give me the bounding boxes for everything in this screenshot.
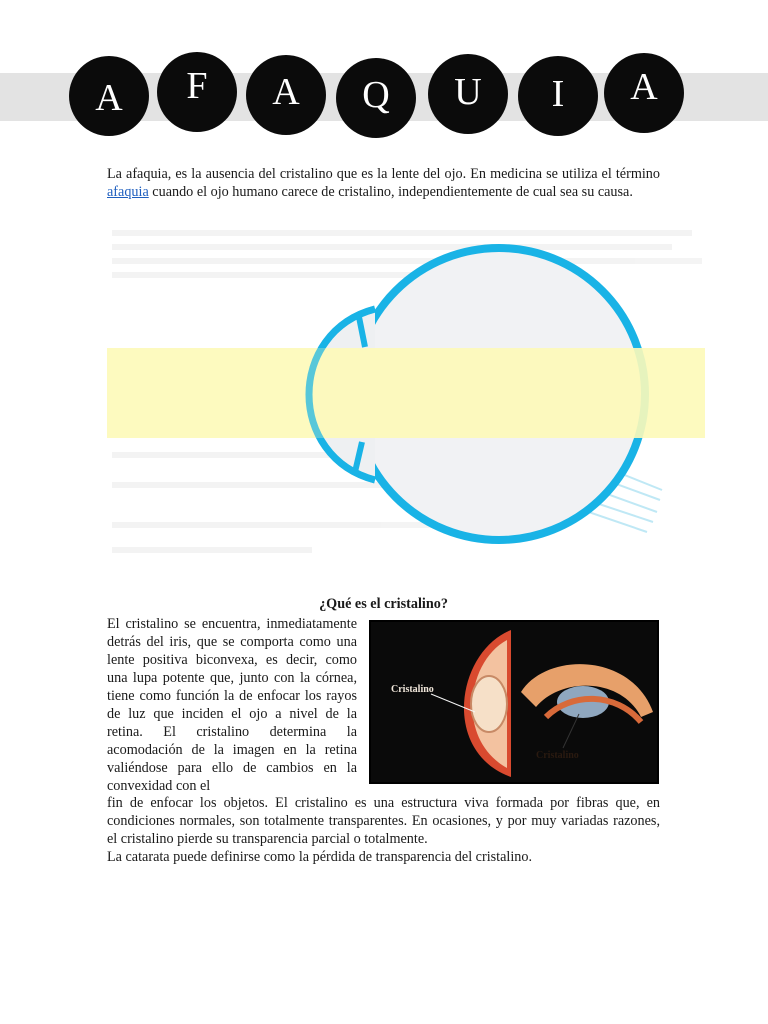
title-letter-circle bbox=[428, 54, 508, 134]
title-letter-circle bbox=[518, 56, 598, 136]
title-letter: A bbox=[272, 71, 300, 113]
cristalino-photo bbox=[369, 620, 659, 784]
title-letter: F bbox=[186, 65, 208, 107]
title-letter-circle bbox=[604, 53, 684, 133]
section-heading: ¿Qué es el cristalino? bbox=[319, 596, 448, 612]
title-letter: Q bbox=[362, 74, 390, 116]
title-letter: U bbox=[454, 71, 482, 113]
photo-label-right: Cristalino bbox=[536, 750, 579, 761]
title-letter: A bbox=[630, 66, 658, 108]
title-letter-circle bbox=[69, 56, 149, 136]
photo-label-left: Cristalino bbox=[391, 684, 434, 695]
continuation-paragraph: fin de enfocar los objetos. El cristalino es una estructura viva formada por fibras que, en condiciones normales, son totalmente transparentes. En ocasiones, y por muy variadas razones, el cristalino pierde su transparencia parcial o totalmente. bbox=[107, 795, 660, 847]
eye-diagram bbox=[107, 222, 705, 572]
cristalino-illustration bbox=[371, 622, 657, 782]
title-letter-circle bbox=[336, 58, 416, 138]
title-letter: A bbox=[95, 77, 123, 119]
cristalino-paragraph: El cristalino se encuentra, inmediatamente detrás del iris, que se comporta como una lente positiva biconvexa, es decir, como una lupa potente que, junto con la córnea, tiene como función la de enfocar los rayos de luz que inciden el ojo a nivel de la retina. El cristalino determina la acomodación de la imagen en la retina valiéndose para ello de cambios en la convexidad con el bbox=[107, 616, 357, 794]
light-beam bbox=[107, 348, 705, 438]
title-letter-circle bbox=[246, 55, 326, 135]
intro-text-start: La afaquia, es la ausencia del cristalino que es la lente del ojo. En medicina se utiliza el término bbox=[107, 166, 660, 182]
cataract-sentence: La catarata puede definirse como la pérdida de transparencia del cristalino. bbox=[107, 849, 533, 865]
intro-paragraph bbox=[107, 165, 660, 201]
intro-text-end: cuando el ojo humano carece de cristalino, independientemente de cual sea su causa. bbox=[148, 184, 633, 200]
title-letter-circle bbox=[157, 52, 237, 132]
afaquia-link[interactable]: afaquia bbox=[107, 184, 149, 200]
lens-left bbox=[471, 676, 507, 732]
title-letter: I bbox=[551, 73, 565, 115]
